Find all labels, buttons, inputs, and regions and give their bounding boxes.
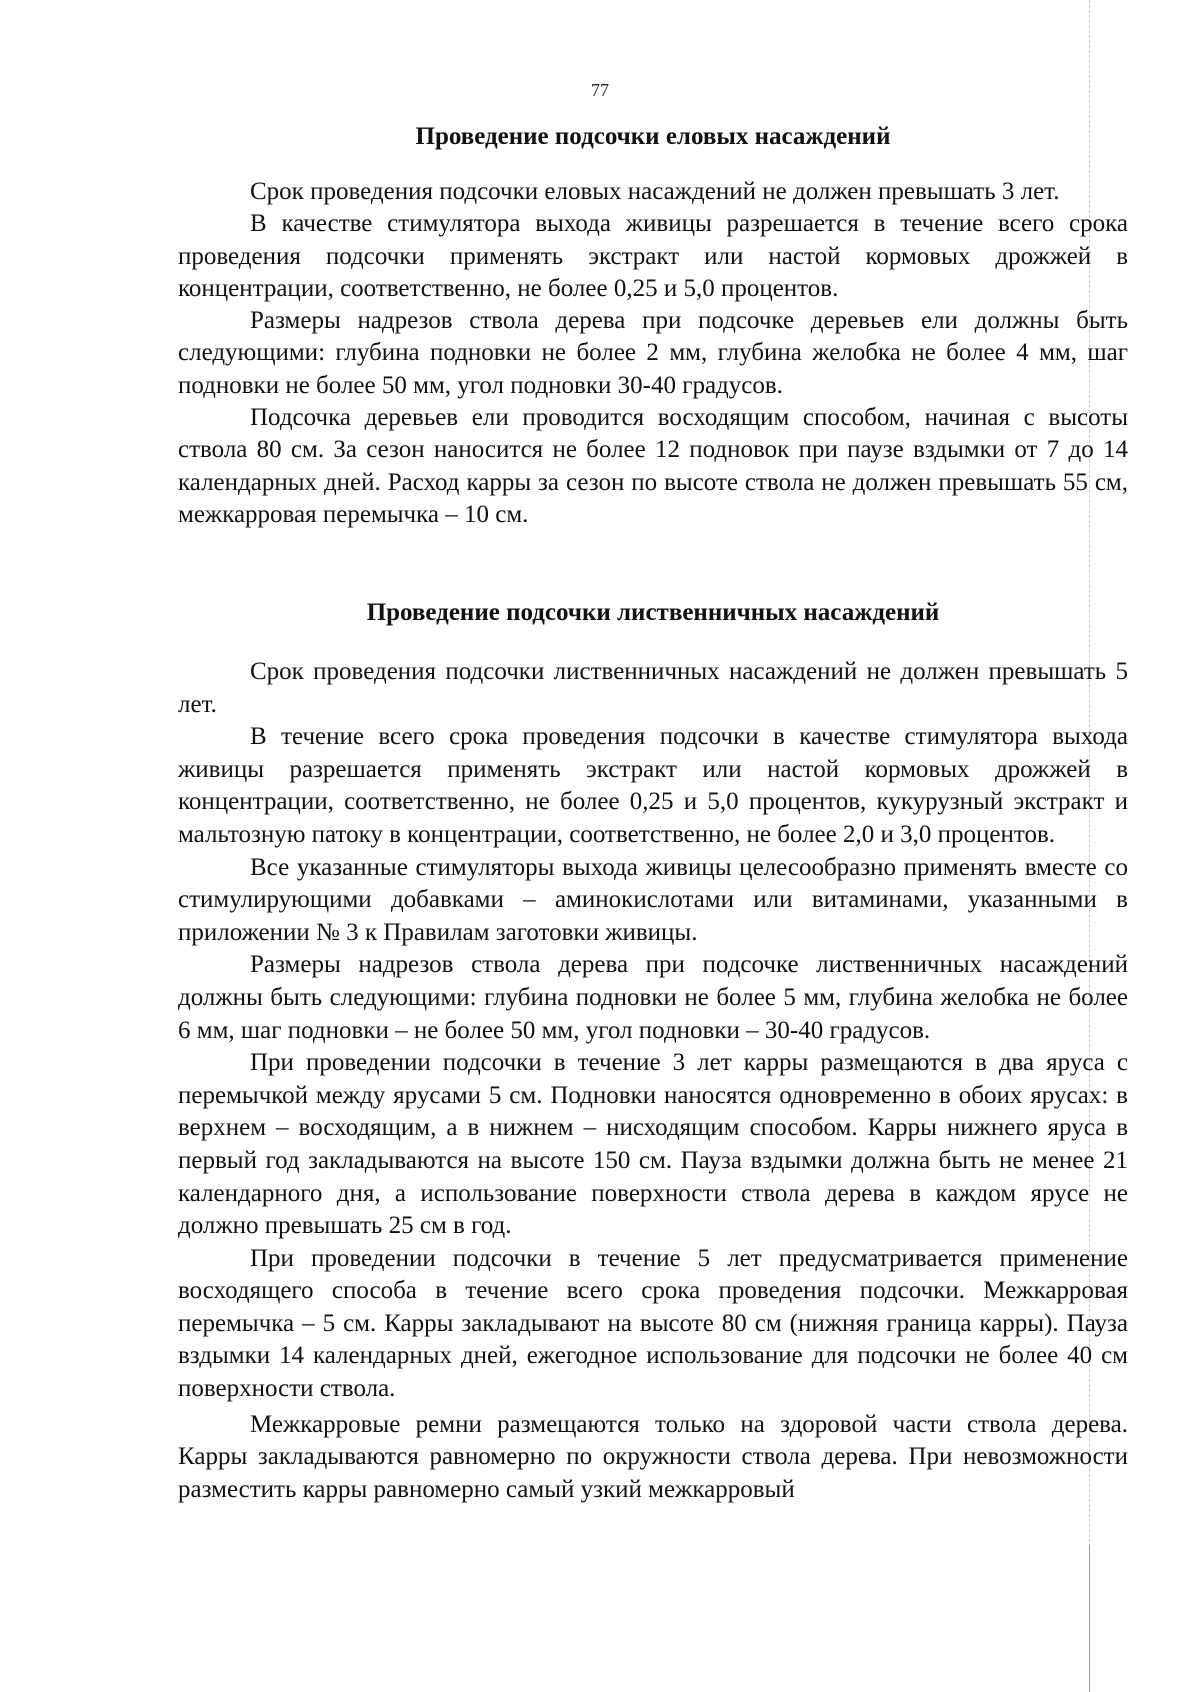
paragraph: Размеры надрезов ствола дерева при подсочке деревьев ели должны быть следующими: глубина подновки не более 2 мм, глубина желобка не более 4 мм, шаг подновки не более 50 мм, угол подновки 30-40 градусов. (178, 307, 1128, 399)
page-number: 77 (591, 80, 609, 100)
section-title: Проведение подсочки еловых насаждений (415, 123, 891, 150)
paragraph: Межкарровые ремни размещаются только на здоровой части ствола дерева. Карры закладываются равномерно по окружности ствола дерева. При невозможности разместить карры равномерно самый узкий межкарровый (178, 1410, 1128, 1503)
paragraph: Все указанные стимуляторы выхода живицы целесообразно применять вместе со стимулирующими добавками – аминокислотами или витаминами, указанными в приложении № 3 к Правилам заготовки живицы. (178, 853, 1128, 946)
paragraph: Размеры надрезов ствола дерева при подсочке лиственничных насаждений должны быть следующими: глубина подновки не более 5 мм, глубина желобка не более 6 мм, шаг подновки – не более 50 мм, угол подновки – 30-40 градусов. (178, 951, 1128, 1044)
paragraph: При проведении подсочки в течение 5 лет предусматривается применение восходящего способа в течение всего срока проведения подсочки. Межкарровая перемычка – 5 см. Карры закладывают на высоте 80 см (нижняя граница карры). Пауза вздымки 14 календарных дней, ежегодное использование для подсочки не более 40 см поверхности ствола. (178, 1244, 1128, 1403)
paragraph: В течение всего срока проведения подсочки в качестве стимулятора выхода живицы разрешается применять экстракт или настой кормовых дрожжей в концентрации, соответственно, не более 0,25 и 5,0 процентов, кукурузный экстракт и мальтозную патоку в концентрации, соответственно, не более 2,0 и 3,0 процентов. (178, 723, 1128, 848)
paragraph: При проведении подсочки в течение 3 лет карры размещаются в два яруса с перемычкой между ярусами 5 см. Подновки наносятся одновременно в обоих ярусах: в верхнем – восходящим, а в нижнем – нисходящим способом. Карры нижнего яруса в первый год закладываются на высоте 150 см. Пауза вздымки должна быть не менее 21 календарного дня, а использование поверхности ствола дерева в каждом ярусе не должно превышать 25 см в год. (178, 1049, 1128, 1240)
paragraph: Подсочка деревьев ели проводится восходящим способом, начиная с высоты ствола 80 см. За сезон наносится не более 12 подновок при паузе вздымки от 7 до 14 календарных дней. Расход карры за сезон по высоте ствола не должен превышать 55 см, межкарровая перемычка – 10 см. (178, 404, 1128, 528)
section-larch-tapping (178, 596, 1128, 1506)
scan-margin-line-solid (1089, 1545, 1090, 1692)
section-spruce-tapping (178, 120, 1128, 531)
paragraph: Срок проведения подсочки лиственничных насаждений не должен превышать 5 лет. (178, 658, 1128, 718)
paragraph: В качестве стимулятора выхода живицы разрешается в течение всего срока проведения подсочки применять экстракт или настой кормовых дрожжей в концентрации, соответственно, не более 0,25 и 5,0 процентов. (178, 210, 1128, 302)
section-title: Проведение подсочки лиственничных насаждений (366, 599, 940, 626)
paragraph: Срок проведения подсочки еловых насаждений не должен превышать 3 лет. (250, 178, 1060, 205)
